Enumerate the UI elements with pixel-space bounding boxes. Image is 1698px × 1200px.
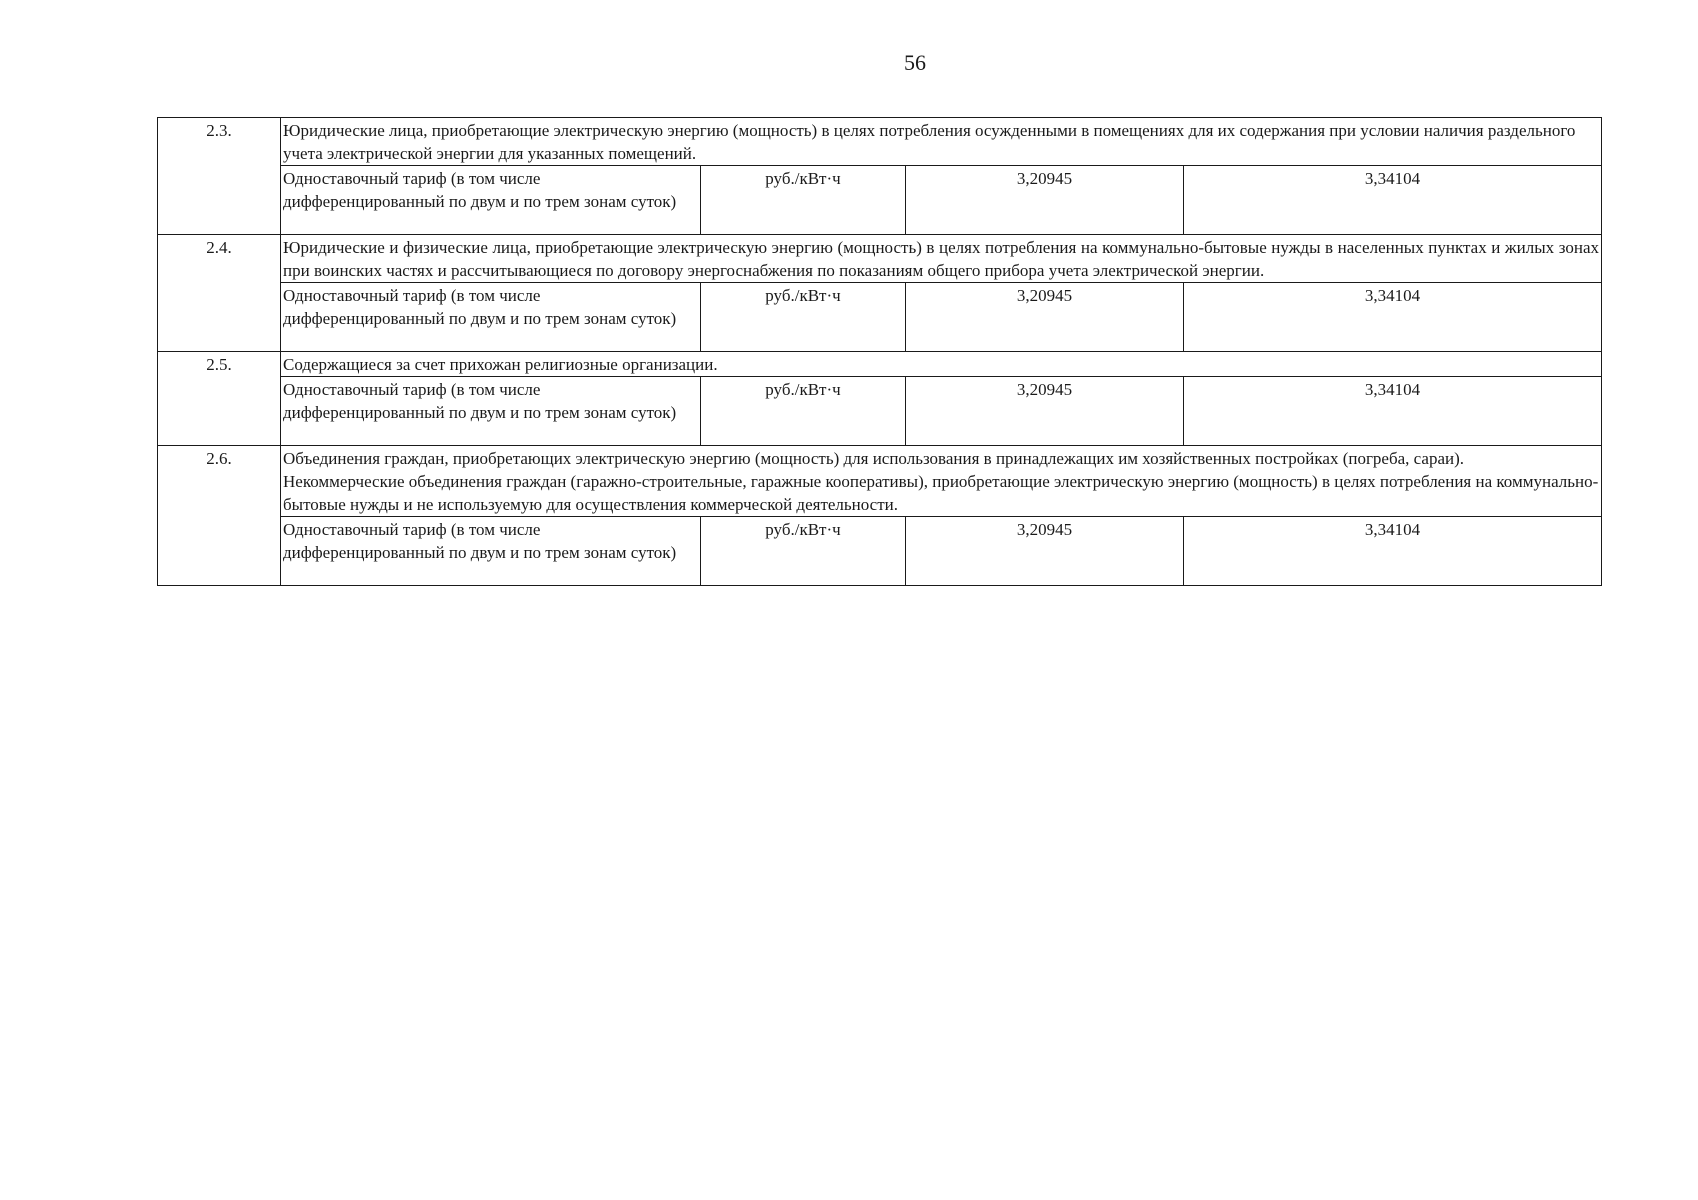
tariff-row [158,377,1602,446]
tariff-unit: руб./кВт·ч [701,517,906,586]
tariff-table [157,117,1602,586]
tariff-unit: руб./кВт·ч [701,283,906,352]
description-paragraph: Юридические и физические лица, приобретающие электрическую энергию (мощность) в целях потребления на коммунально-бытовые нужды в населенных пунктах и жилых зонах при воинских частях и рассчитывающиеся по договору энергоснабжения по показаниям общего прибора учета электрической энергии. [283,238,1599,280]
tariff-name: Одноставочный тариф (в том числе дифференцированный по двум и по трем зонам суток) [281,517,701,586]
description-paragraph: Некоммерческие объединения граждан (гаражно-строительные, гаражные кооперативы), приобретающие электрическую энергию (мощность) в целях потребления на коммунально-бытовые нужды и не используемую для осуществления коммерческой деятельности. [283,472,1599,514]
tariff-unit: руб./кВт·ч [701,377,906,446]
tariff-row [158,517,1602,586]
tariff-value-1: 3,20945 [906,517,1184,586]
tariff-value-1: 3,20945 [906,283,1184,352]
section-number: 2.6. [158,446,281,586]
tariff-row [158,283,1602,352]
description-paragraph: Юридические лица, приобретающие электрическую энергию (мощность) в целях потребления осужденными в помещениях для их содержания при условии наличия раздельного учета электрической энергии для указанных помещений. [283,121,1576,163]
description-paragraph: Содержащиеся за счет прихожан религиозные организации. [283,355,718,374]
description-paragraph: Объединения граждан, приобретающих электрическую энергию (мощность) для использования в принадлежащих им хозяйственных постройках (погреба, сараи). [283,449,1465,468]
tariff-value-1: 3,20945 [906,377,1184,446]
section-description [281,235,1602,283]
section-number: 2.4. [158,235,281,352]
section-number: 2.3. [158,118,281,235]
section-header-row [158,446,1602,517]
tariff-value-2: 3,34104 [1184,517,1602,586]
section-description [281,446,1602,517]
section-header-row [158,118,1602,166]
tariff-value-1: 3,20945 [906,166,1184,235]
tariff-unit: руб./кВт·ч [701,166,906,235]
tariff-value-2: 3,34104 [1184,283,1602,352]
section-description [281,118,1602,166]
tariff-value-2: 3,34104 [1184,377,1602,446]
section-number: 2.5. [158,352,281,446]
tariff-row [158,166,1602,235]
section-header-row [158,352,1602,377]
page-number: 56 [904,50,926,75]
section-header-row [158,235,1602,283]
section-description [281,352,1602,377]
tariff-value-2: 3,34104 [1184,166,1602,235]
tariff-name: Одноставочный тариф (в том числе дифференцированный по двум и по трем зонам суток) [281,377,701,446]
tariff-name: Одноставочный тариф (в том числе дифференцированный по двум и по трем зонам суток) [281,166,701,235]
tariff-name: Одноставочный тариф (в том числе дифференцированный по двум и по трем зонам суток) [281,283,701,352]
